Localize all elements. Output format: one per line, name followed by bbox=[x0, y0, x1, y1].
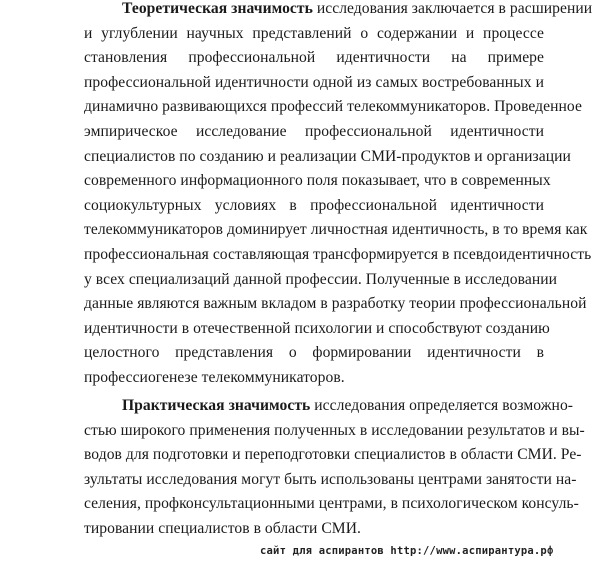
paragraph-line: современного информационного поля показывает, что в современных bbox=[84, 172, 551, 190]
paragraph-line: идентичности в отечественной психологии и способствуют созданию bbox=[84, 319, 550, 337]
paragraph-text: исследования определяется возможно- bbox=[310, 397, 574, 414]
paragraph-line: профессиогенезе телекоммуникаторов. bbox=[84, 368, 345, 386]
practical-significance-heading: Практическая значимость bbox=[122, 397, 311, 414]
paragraph-line: телекоммуникаторов доминирует личностная идентичность, в то время как bbox=[84, 221, 588, 239]
paragraph-line bbox=[84, 0, 593, 22]
paragraph-line: тировании специалистов в области СМИ. bbox=[84, 519, 361, 537]
paragraph-line: профессиональная составляющая трансформируется в псевдоидентичность bbox=[84, 245, 592, 263]
paragraph-text: исследования заключается в расширении bbox=[312, 0, 593, 17]
paragraph-line: селения, профконсультационными центрами, в психологическом консуль- bbox=[84, 495, 579, 513]
paragraph-line: зультаты исследования могут быть использованы центрами занятости на- bbox=[84, 470, 577, 488]
paragraph-line: у всех специализаций данной профессии. Полученные в исследовании bbox=[84, 270, 558, 288]
paragraph-line: профессиональной идентичности одной из самых востребованных и bbox=[84, 73, 544, 91]
site-watermark-footer: сайт для аспирантов http://www.аспирантура.рф bbox=[260, 545, 554, 557]
paragraph-line: динамично развивающихся профессий телекоммуникаторов. Проведенное bbox=[84, 98, 582, 116]
paragraph-line: и углублении научных представлений о содержании и процессе bbox=[84, 24, 544, 42]
theoretical-significance-heading: Теоретическая значимость bbox=[122, 0, 313, 17]
paragraph-line: стью широкого применения полученных в исследовании результатов и вы- bbox=[84, 421, 585, 439]
paragraph-line: специалистов по созданию и реализации СМИ-продуктов и организации bbox=[84, 147, 571, 165]
theoretical-significance-paragraph bbox=[84, 0, 593, 391]
paragraph-line: данные являются важным вкладом в разработку теории профессиональной bbox=[84, 295, 587, 313]
paragraph-line: целостного представления о формировании идентичности в bbox=[84, 344, 544, 362]
paragraph-line bbox=[84, 394, 574, 419]
practical-significance-paragraph bbox=[84, 394, 585, 542]
paragraph-line: водов для подготовки и переподготовки специалистов в области СМИ. Ре- bbox=[84, 446, 582, 464]
paragraph-line: социокультурных условиях в профессиональной идентичности bbox=[84, 196, 544, 214]
paragraph-line: становления профессиональной идентичности на примере bbox=[84, 49, 544, 67]
paragraph-line: эмпирическое исследование профессиональной идентичности bbox=[84, 122, 544, 140]
